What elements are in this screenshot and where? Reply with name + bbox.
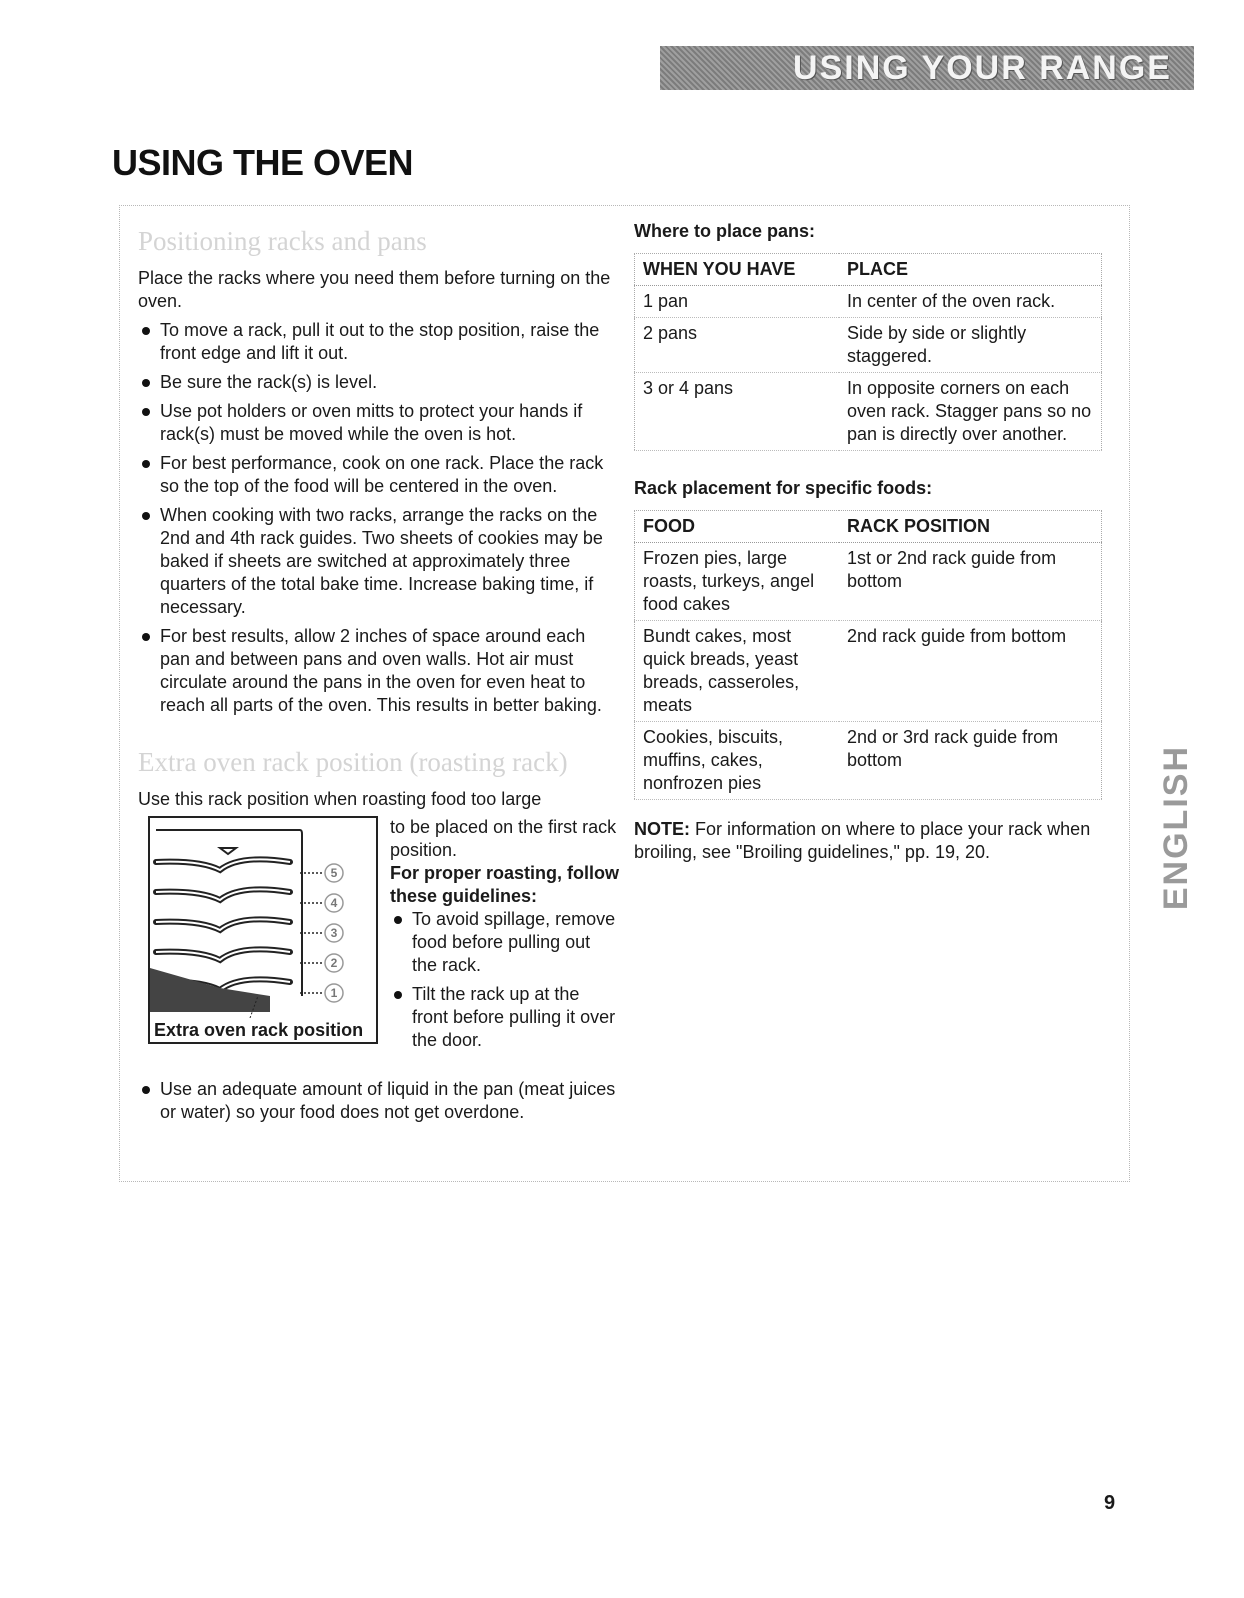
column-header: PLACE	[839, 254, 1102, 286]
table-cell: Side by side or slightly staggered.	[839, 318, 1102, 373]
rack-number-label: 5	[330, 866, 338, 880]
list-item: For best performance, cook on one rack. Place the rack so the top of the food will be centered in the oven.	[138, 452, 618, 498]
table-cell: 2nd rack guide from bottom	[839, 621, 1102, 722]
rack-number-label: 3	[330, 926, 338, 940]
section-banner	[660, 46, 1194, 90]
table-cell: Frozen pies, large roasts, turkeys, angel food cakes	[635, 543, 840, 621]
table-cell: Bundt cakes, most quick breads, yeast breads, casseroles, meats	[635, 621, 840, 722]
roasting-bullet-list	[390, 908, 620, 1052]
extra-rack-heading: Extra oven rack position (roasting rack)	[138, 747, 568, 777]
liquid-bullet-list	[138, 1078, 618, 1124]
table-cell: Cookies, biscuits, muffins, cakes, nonfrozen pies	[635, 722, 840, 800]
table-row	[635, 373, 1102, 451]
roasting-intro-start: Use this rack position when roasting food too large	[138, 789, 542, 809]
column-header: FOOD	[635, 511, 840, 543]
note-text: For information on where to place your rack when broiling, see "Broiling guidelines," pp. 19, 20.	[634, 819, 1091, 862]
table-cell: 2 pans	[635, 318, 840, 373]
table-cell: 3 or 4 pans	[635, 373, 840, 451]
foods-table	[634, 510, 1102, 800]
positioning-heading: Positioning racks and pans	[138, 226, 427, 256]
list-item: Tilt the rack up at the front before pulling it over the door.	[390, 983, 620, 1052]
oven-racks-illustration	[150, 818, 376, 1018]
guidelines-label: For proper roasting, follow these guidelines:	[390, 863, 619, 906]
column-header: RACK POSITION	[839, 511, 1102, 543]
pans-table	[634, 253, 1102, 451]
table-header-row	[635, 254, 1102, 286]
table-cell: 1st or 2nd rack guide from bottom	[839, 543, 1102, 621]
roasting-guidelines	[390, 816, 620, 1058]
positioning-intro: Place the racks where you need them before turning on the oven.	[138, 268, 611, 311]
table-row	[635, 722, 1102, 800]
language-tab	[1158, 718, 1194, 938]
positioning-bullet-list	[138, 319, 618, 717]
table-cell: 2nd or 3rd rack guide from bottom	[839, 722, 1102, 800]
page-number: 9	[1104, 1492, 1116, 1514]
table-row	[635, 621, 1102, 722]
table-row	[635, 543, 1102, 621]
list-item: To avoid spillage, remove food before pulling out the rack.	[390, 908, 620, 977]
foods-table-title: Rack placement for specific foods:	[634, 478, 933, 498]
section-banner-text: USING YOUR RANGE	[793, 48, 1172, 87]
list-item: Use pot holders or oven mitts to protect your hands if rack(s) must be moved while the oven is hot.	[138, 400, 618, 446]
column-header: WHEN YOU HAVE	[635, 254, 840, 286]
pans-table-title: Where to place pans:	[634, 221, 816, 241]
table-cell: In opposite corners on each oven rack. Stagger pans so no pan is directly over another.	[839, 373, 1102, 451]
roasting-intro-end: to be placed on the first rack position.	[390, 817, 617, 860]
right-column	[634, 220, 1114, 864]
table-header-row	[635, 511, 1102, 543]
list-item: For best results, allow 2 inches of space around each pan and between pans and oven walls. Hot air must circulate around the pans in the oven for even heat to reach all parts of the oven. This results in better baking.	[138, 625, 618, 717]
list-item: To move a rack, pull it out to the stop position, raise the front edge and lift it out.	[138, 319, 618, 365]
note-label: NOTE:	[634, 819, 690, 839]
table-row	[635, 286, 1102, 318]
language-tab-text: ENGLISH	[1156, 745, 1195, 911]
rack-number-label: 1	[330, 986, 338, 1000]
rack-number-label: 2	[330, 956, 338, 970]
rack-number-label: 4	[330, 896, 338, 910]
roasting-section	[138, 788, 618, 1078]
rack-position-diagram	[148, 816, 378, 1044]
broiling-note	[634, 818, 1114, 864]
table-row	[635, 318, 1102, 373]
table-cell: 1 pan	[635, 286, 840, 318]
list-item: When cooking with two racks, arrange the racks on the 2nd and 4th rack guides. Two sheets of cookies may be baked if sheets are switched at approximately three quarters of the total bake time. Increase baking time, if necessary.	[138, 504, 618, 619]
page-title: USING THE OVEN	[112, 142, 414, 183]
left-column	[138, 226, 618, 1130]
diagram-caption: Extra oven rack position	[150, 1018, 376, 1042]
list-item: Use an adequate amount of liquid in the pan (meat juices or water) so your food does not get overdone.	[138, 1078, 618, 1124]
list-item: Be sure the rack(s) is level.	[138, 371, 618, 394]
table-cell: In center of the oven rack.	[839, 286, 1102, 318]
